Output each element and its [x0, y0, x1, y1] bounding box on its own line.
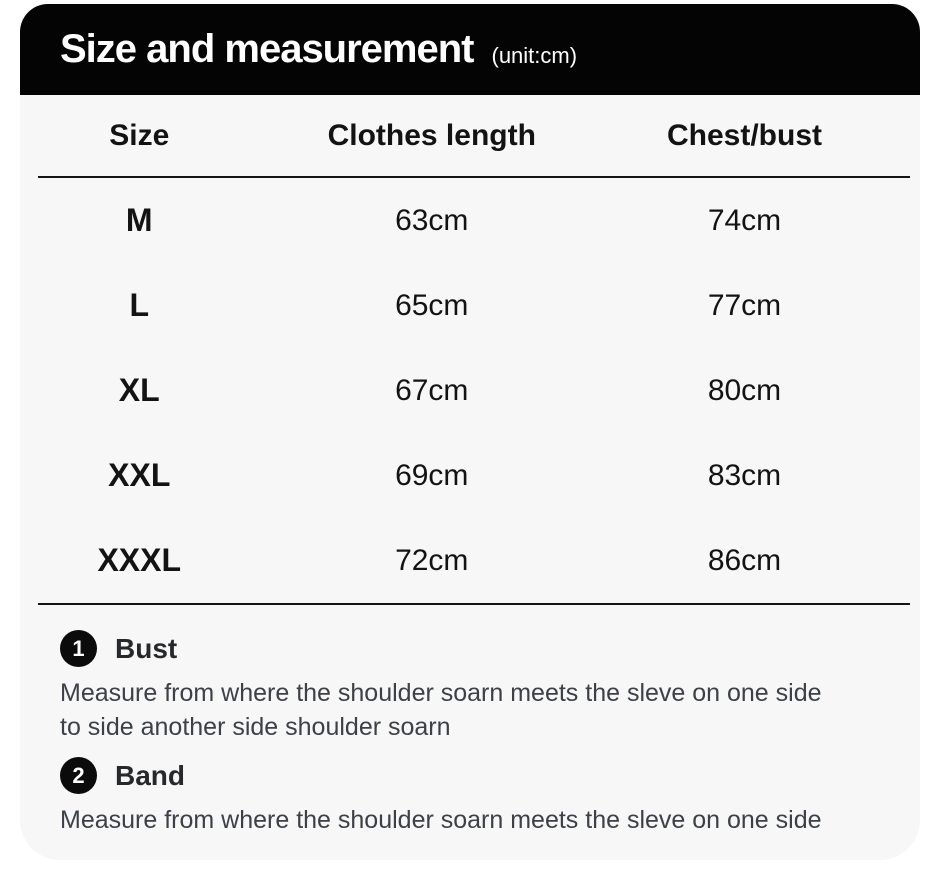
- note-item: [60, 630, 880, 744]
- note-title: Band: [115, 759, 185, 791]
- cell-size: XXL: [108, 457, 171, 493]
- table-row: [20, 518, 920, 603]
- table-row: [20, 263, 920, 348]
- cell-clothes-length: 69cm: [395, 458, 469, 492]
- table-row: [20, 348, 920, 433]
- cell-clothes-length: 67cm: [395, 373, 469, 407]
- cell-chest-bust: 80cm: [707, 373, 782, 407]
- note-number-badge: 2: [60, 757, 97, 794]
- note-text: Measure from where the shoulder soarn meets the sleve on one side: [60, 806, 822, 834]
- note-number-badge: 1: [60, 630, 97, 667]
- note-title-row: [60, 757, 880, 794]
- cell-size: XXXL: [97, 542, 182, 578]
- cell-clothes-length: 63cm: [395, 203, 469, 237]
- column-header-clothes-length: Clothes length: [327, 118, 536, 152]
- cell-size: XL: [118, 372, 160, 408]
- table-row: [20, 178, 920, 263]
- cell-chest-bust: 74cm: [707, 203, 782, 237]
- cell-chest-bust: 83cm: [707, 458, 782, 492]
- column-header-size: Size: [109, 118, 170, 152]
- note-title-row: [60, 630, 880, 667]
- column-header-chest-bust: Chest/bust: [666, 118, 822, 152]
- card-body: [20, 95, 920, 860]
- table-row: [20, 433, 920, 518]
- page-title: Size and measurement: [60, 27, 474, 71]
- unit-label: (unit:cm): [491, 42, 578, 68]
- table-header-row: [20, 95, 920, 176]
- cell-chest-bust: 77cm: [707, 288, 782, 322]
- note-item: [60, 757, 880, 837]
- cell-chest-bust: 86cm: [707, 543, 782, 577]
- measurement-notes: [20, 605, 920, 837]
- note-title: Bust: [115, 632, 178, 664]
- cell-clothes-length: 65cm: [395, 288, 469, 322]
- cell-clothes-length: 72cm: [395, 543, 469, 577]
- cell-size: M: [125, 202, 153, 238]
- cell-size: L: [129, 287, 150, 323]
- card-header: [20, 4, 920, 95]
- note-text: Measure from where the shoulder soarn meets the sleve on one side to side another side shoulder soarn: [60, 679, 822, 741]
- size-chart-card: [20, 4, 920, 860]
